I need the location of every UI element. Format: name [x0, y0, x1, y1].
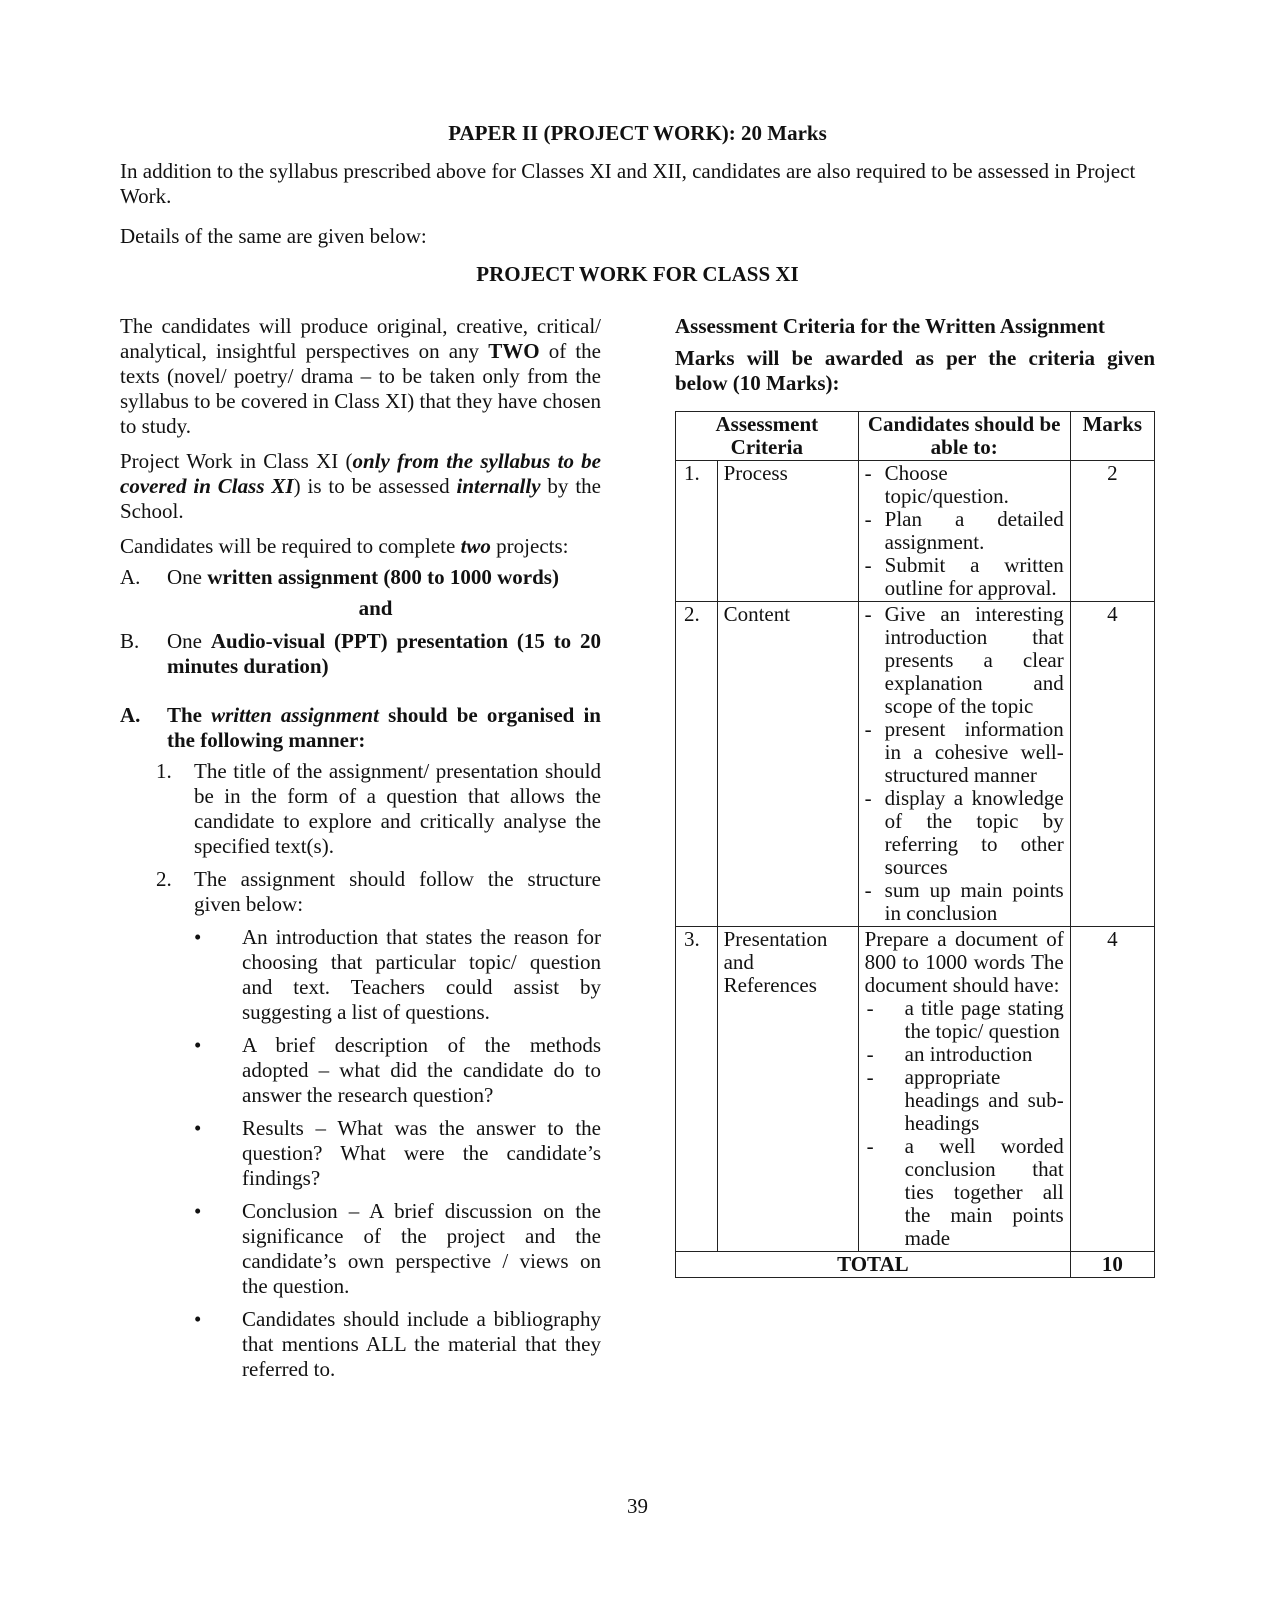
marks-subheading: Marks will be awarded as per the criteria given below (10 Marks):: [675, 346, 1155, 395]
section-a-marker: A.: [120, 703, 141, 727]
bullet-item: [194, 1116, 601, 1191]
row-number: 3.: [676, 927, 718, 1252]
bullet-marker: •: [194, 1199, 202, 1223]
num1-marker: 1.: [156, 759, 172, 783]
page-number: 39: [627, 1494, 648, 1518]
list-item: [865, 718, 1064, 787]
bullet-marker: •: [194, 925, 202, 949]
dash-marker: -: [864, 717, 872, 741]
table-row: [676, 461, 1155, 602]
list-item: [865, 508, 1064, 554]
list-item: [867, 997, 1064, 1043]
row-number: 1.: [676, 461, 718, 602]
list-item-text: an introduction: [904, 1042, 1033, 1066]
dash-marker: -: [864, 602, 872, 626]
list-item-text: present information in a cohesive well-structured manner: [884, 717, 1064, 787]
bullet-text: Candidates should include a bibliography that mentions ALL the material that they referred to.: [242, 1307, 601, 1381]
list-item: [865, 554, 1064, 600]
section-a-text-c: should be organised in the following manner:: [167, 703, 601, 752]
bullet-marker: •: [194, 1116, 202, 1140]
dash-marker: -: [866, 996, 874, 1020]
p2-text-c: ) is to be assessed: [293, 474, 457, 498]
p2-text-a: Project Work in Class XI (: [120, 449, 353, 473]
bullet-text: Results – What was the answer to the question? What were the candidate’s findings?: [242, 1116, 601, 1190]
list-item-text: Submit a written outline for approval.: [884, 553, 1064, 600]
right-column: [675, 314, 1155, 396]
paper-title: PAPER II (PROJECT WORK): 20 Marks: [448, 121, 827, 145]
row-candidates: [858, 927, 1070, 1252]
dash-marker: -: [864, 553, 872, 577]
intro-paragraph: In addition to the syllabus prescribed above for Classes XI and XII, candidates are also required to be assessed in Project Work.: [120, 159, 1136, 208]
p3-text-two: two: [460, 534, 491, 558]
bullet-item: [194, 1199, 601, 1299]
list-item: [867, 1066, 1064, 1135]
list-item-text: Plan a detailed assignment.: [884, 507, 1064, 554]
row-candidates: [858, 461, 1070, 602]
item-b-text: One: [167, 629, 211, 653]
list-item-text: Choose topic/question.: [884, 461, 1009, 508]
row-marks: 4: [1070, 927, 1154, 1252]
list-item: [867, 1043, 1064, 1066]
list-item-text: appropriate headings and sub-headings: [904, 1065, 1064, 1135]
dash-marker: -: [866, 1134, 874, 1158]
p1-text-c: of the texts (novel/ poetry/ drama – to be taken only from the syllabus to be covered in Class XI) that they have chosen to study.: [120, 339, 601, 438]
p1-text-a: The candidates will produce original, creative, critical/ analytical, insightful perspectives on any: [120, 314, 601, 363]
bullet-item: [194, 1307, 601, 1382]
header-assessment-criteria: Assessment Criteria: [676, 412, 859, 461]
left-column: [120, 314, 601, 1382]
projects-paragraph: [120, 534, 601, 559]
list-item: [865, 603, 1064, 718]
header-candidates: Candidates should be able to:: [858, 412, 1070, 461]
row-criteria: Content: [717, 602, 858, 927]
section-a-text-a: The: [167, 703, 212, 727]
row-lead-text: Prepare a document of 800 to 1000 words The document should have:: [864, 927, 1064, 997]
row-criteria: Process: [717, 461, 858, 602]
row-number: 2.: [676, 602, 718, 927]
internal-assessment-paragraph: [120, 449, 601, 524]
list-item-text: a well worded conclusion that ties together all the main points made: [904, 1134, 1064, 1250]
item-a-marker: A.: [120, 565, 141, 589]
list-item-text: display a knowledge of the topic by referring to other sources: [884, 786, 1064, 879]
table-row: [676, 602, 1155, 927]
dash-marker: -: [864, 786, 872, 810]
header-marks: Marks: [1070, 412, 1154, 461]
p2-text-internally: internally: [456, 474, 541, 498]
dash-marker: -: [864, 507, 872, 531]
project-item-b: [120, 629, 601, 679]
p3-text-a: Candidates will be required to complete: [120, 534, 461, 558]
bullet-marker: •: [194, 1033, 202, 1057]
bullet-text: A brief description of the methods adopted – what did the candidate do to answer the research question?: [242, 1033, 601, 1107]
bullet-marker: •: [194, 1307, 202, 1331]
table-row: [676, 927, 1155, 1252]
p1-text-bold: TWO: [488, 339, 540, 363]
bullet-item: [194, 925, 601, 1025]
details-line: Details of the same are given below:: [120, 224, 427, 248]
document-items: [865, 997, 1064, 1250]
total-label: TOTAL: [676, 1252, 1071, 1278]
total-value: 10: [1070, 1252, 1154, 1278]
section-a-heading: [120, 703, 601, 753]
bullet-item: [194, 1033, 601, 1108]
row-marks: 4: [1070, 602, 1154, 927]
candidates-paragraph: [120, 314, 601, 439]
p2-text-e: by the School.: [120, 474, 602, 523]
item-a-bold: written assignment (800 to 1000 words): [207, 565, 559, 589]
list-item: [865, 787, 1064, 879]
class-heading: PROJECT WORK FOR CLASS XI: [476, 262, 799, 286]
and-connector: and: [358, 596, 393, 620]
list-item: [865, 879, 1064, 925]
numbered-item-2: [156, 867, 601, 917]
list-item: [867, 1135, 1064, 1250]
section-a-text-bi: written assignment: [211, 703, 379, 727]
item-a-text: One: [167, 565, 208, 589]
p3-text-c: projects:: [490, 534, 569, 558]
list-item-text: a title page stating the topic/ question: [904, 996, 1064, 1043]
bullet-text: An introduction that states the reason for choosing that particular topic/ question and text. Teachers could assist by suggesting a list of questions.: [242, 925, 601, 1024]
list-item-text: sum up main points in conclusion: [884, 878, 1064, 925]
numbered-item-1: [156, 759, 601, 859]
item-b-bold: Audio-visual (PPT) presentation (15 to 20 minutes duration): [167, 629, 601, 678]
num2-text: The assignment should follow the structure given below:: [194, 867, 601, 916]
p2-text-bi: only from the syllabus to be covered in Class XI: [120, 449, 602, 498]
dash-marker: -: [866, 1065, 874, 1089]
item-b-marker: B.: [120, 629, 140, 653]
row-criteria: Presentation and References: [717, 927, 858, 1252]
dash-marker: -: [864, 878, 872, 902]
dash-marker: -: [864, 461, 872, 485]
dash-marker: -: [866, 1042, 874, 1066]
row-marks: 2: [1070, 461, 1154, 602]
project-item-a: [120, 565, 601, 590]
row-candidates: [858, 602, 1070, 927]
num2-marker: 2.: [156, 867, 172, 891]
list-item: [865, 462, 1064, 508]
bullet-text: Conclusion – A brief discussion on the significance of the project and the candidate’s own perspective / views on the question.: [242, 1199, 601, 1298]
table-header-row: [676, 412, 1155, 461]
assessment-table: [675, 411, 1155, 1278]
list-item-text: Give an interesting introduction that presents a clear explanation and scope of the topic: [884, 602, 1064, 718]
assessment-heading: Assessment Criteria for the Written Assignment: [675, 314, 1105, 338]
num1-text: The title of the assignment/ presentation should be in the form of a question that allows the candidate to explore and critically analyse the specified text(s).: [194, 759, 601, 858]
total-row: [676, 1252, 1155, 1278]
